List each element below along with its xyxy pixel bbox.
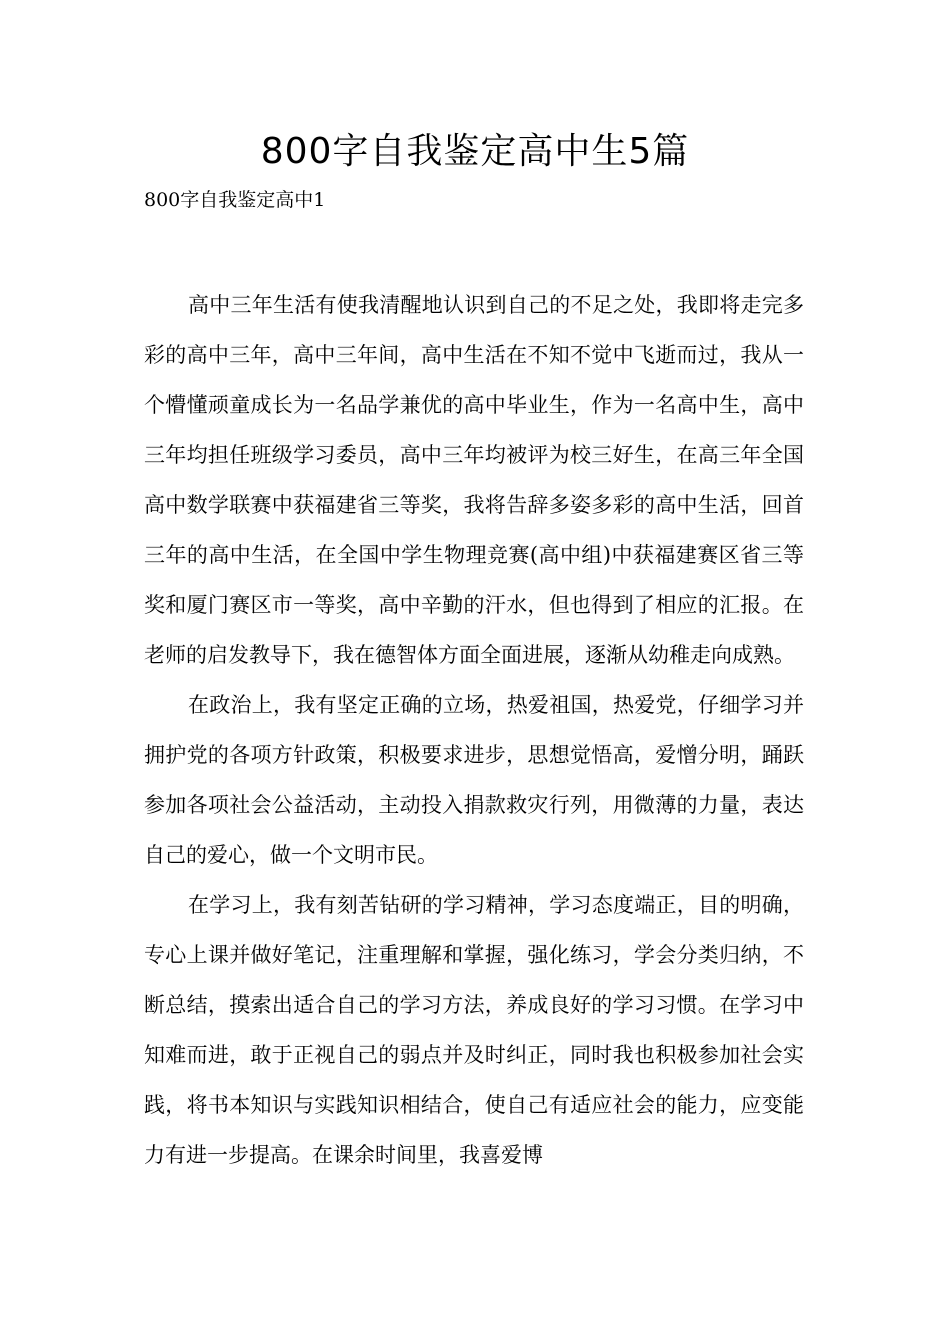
paragraph: 在学习上，我有刻苦钻研的学习精神，学习态度端正，目的明确，专心上课并做好笔记，注重理解和掌握，强化练习，学会分类归纳，不断总结，摸索出适合自己的学习方法，养成良好的学习习惯。在学习中知难而进，敢于正视自己的弱点并及时纠正，同时我也积极参加社会实践，将书本知识与实践知识相结合，使自己有适应社会的能力，应变能力有进一步提高。在课余时间里，我喜爱博: [144, 893, 804, 1167]
paragraph: 在政治上，我有坚定正确的立场，热爱祖国，热爱党，仔细学习并拥护党的各项方针政策，积极要求进步，思想觉悟高，爱憎分明，踊跃参加各项社会公益活动，主动投入捐款救灾行列，用微薄的力量，表达自己的爱心，做一个文明市民。: [144, 693, 804, 867]
document-title: 800字自我鉴定高中生5篇: [260, 131, 690, 172]
document-body: [144, 280, 804, 1180]
paragraph: 高中三年生活有使我清醒地认识到自己的不足之处，我即将走完多彩的高中三年，高中三年间，高中生活在不知不觉中飞逝而过，我从一个懵懂顽童成长为一名品学兼优的高中毕业生，作为一名高中生，高中三年均担任班级学习委员，高中三年均被评为校三好生，在高三年全国高中数学联赛中获福建省三等奖，我将告辞多姿多彩的高中生活，回首三年的高中生活，在全国中学生物理竞赛(高中组)中获福建赛区省三等奖和厦门赛区市一等奖，高中辛勤的汗水，但也得到了相应的汇报。在老师的启发教导下，我在德智体方面全面进展，逐渐从幼稚走向成熟。: [144, 293, 804, 667]
section-heading: 800字自我鉴定高中1: [144, 189, 326, 211]
